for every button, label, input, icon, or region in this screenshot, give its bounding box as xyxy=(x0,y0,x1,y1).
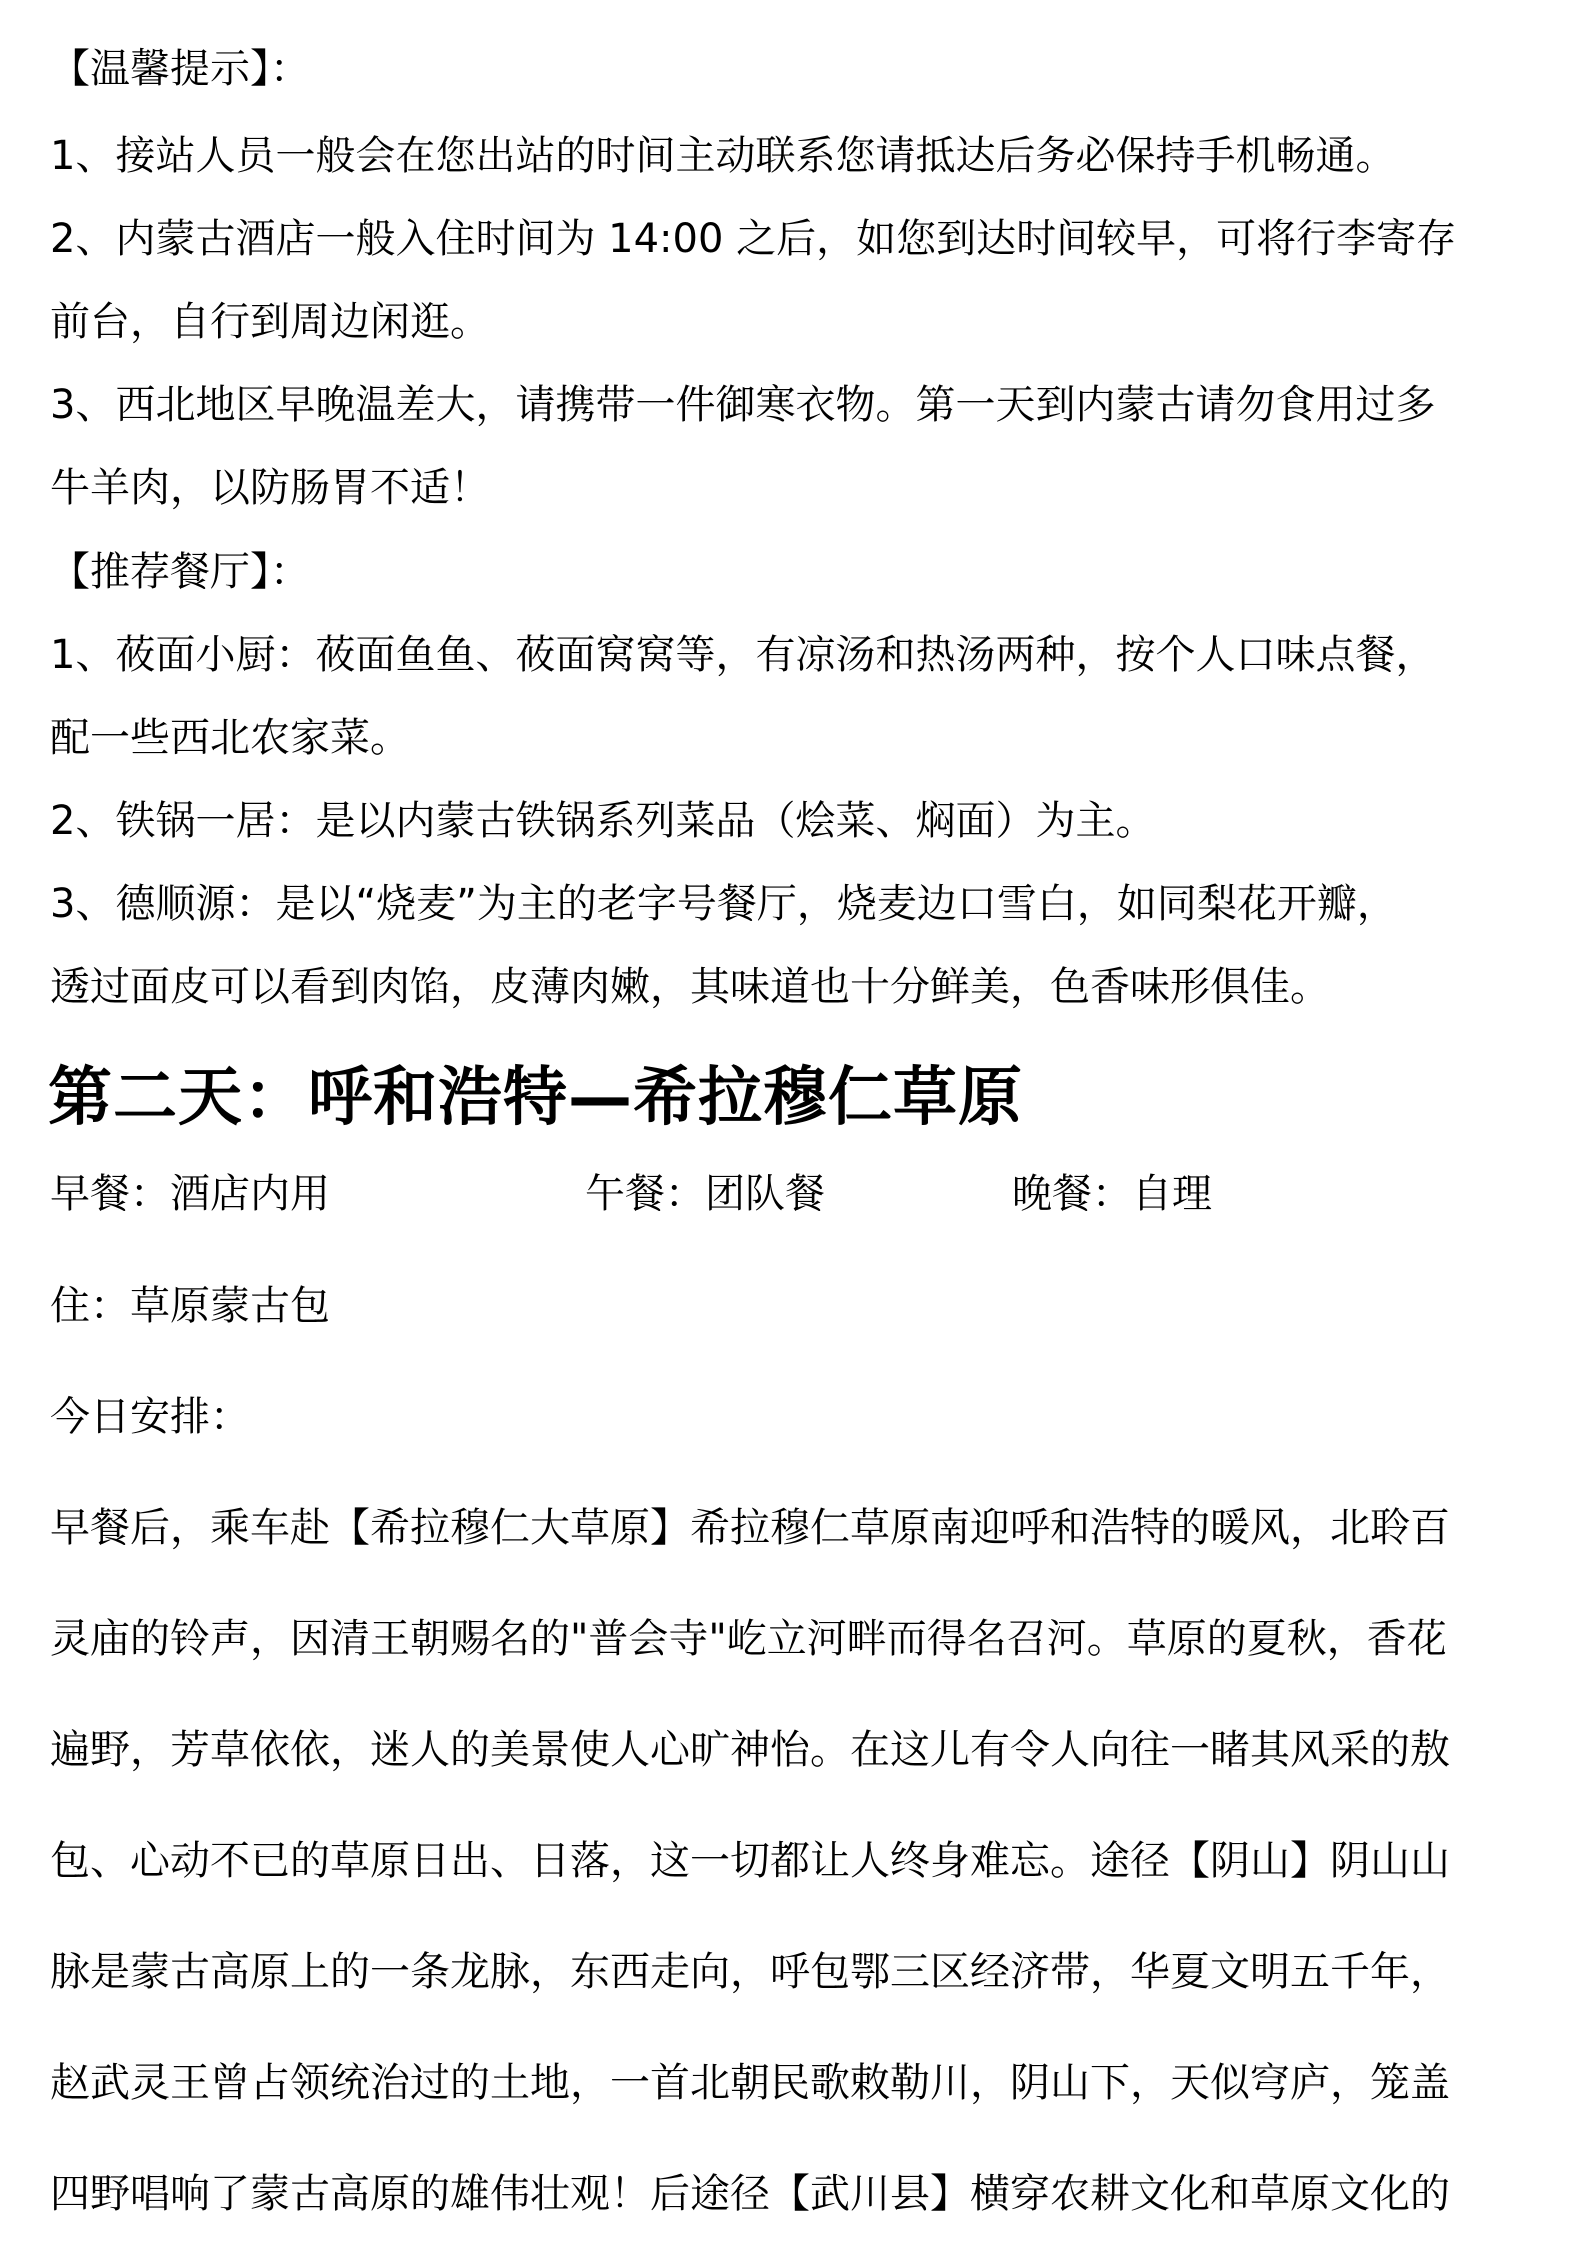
restaurants-line-2: 配一些西北农家菜。 xyxy=(50,715,410,761)
restaurants-line-1: 1、莜面小厨：莜面鱼鱼、莜面窝窝等，有凉汤和热汤两种，按个人口味点餐， xyxy=(50,632,1436,678)
schedule-line-2: 灵庙的铃声，因清王朝赐名的"普会寺"屹立河畔而得名召河。草原的夏秋，香花 xyxy=(50,1616,1447,1662)
tips-line-2: 2、内蒙古酒店一般入住时间为 14:00 之后，如您到达时间较早，可将行李寄存 xyxy=(50,216,1457,262)
stay-info: 住：草原蒙古包 xyxy=(50,1283,330,1329)
tips-title: 【温馨提示】： xyxy=(50,46,310,92)
dinner-info: 晚餐：自理 xyxy=(1012,1171,1212,1217)
schedule-line-4: 包、心动不已的草原日出、日落，这一切都让人终身难忘。途径【阴山】阴山山 xyxy=(50,1838,1450,1884)
tips-line-3: 前台，自行到周边闲逛。 xyxy=(50,299,490,345)
restaurants-title: 【推荐餐厅】： xyxy=(50,549,310,595)
tips-line-4: 3、西北地区早晚温差大，请携带一件御寒衣物。第一天到内蒙古请勿食用过多 xyxy=(50,382,1436,428)
schedule-label: 今日安排： xyxy=(50,1394,250,1440)
tips-line-5: 牛羊肉，以防肠胃不适！ xyxy=(50,465,490,511)
tips-line-1: 1、接站人员一般会在您出站的时间主动联系您请抵达后务必保持手机畅通。 xyxy=(50,133,1396,179)
meals-row xyxy=(50,1170,1550,1218)
lunch-info: 午餐：团队餐 xyxy=(585,1171,825,1217)
restaurants-line-3: 2、铁锅一居：是以内蒙古铁锅系列菜品（烩菜、焖面）为主。 xyxy=(50,798,1156,844)
schedule-line-7: 四野唱响了蒙古高原的雄伟壮观！后途径【武川县】横穿农耕文化和草原文化的 xyxy=(50,2171,1450,2217)
breakfast-info: 早餐：酒店内用 xyxy=(50,1171,330,1217)
restaurants-line-5: 透过面皮可以看到肉馅，皮薄肉嫩，其味道也十分鲜美，色香味形俱佳。 xyxy=(50,964,1330,1010)
schedule-line-6: 赵武灵王曾占领统治过的土地，一首北朝民歌敕勒川，阴山下，天似穹庐，笼盖 xyxy=(50,2060,1450,2106)
schedule-line-3: 遍野，芳草依依，迷人的美景使人心旷神怡。在这儿有令人向往一睹其风采的敖 xyxy=(50,1727,1450,1773)
schedule-line-1: 早餐后，乘车赴【希拉穆仁大草原】希拉穆仁草原南迎呼和浩特的暖风，北聆百 xyxy=(50,1505,1450,1551)
day2-heading: 第二天：呼和浩特—希拉穆仁草原 xyxy=(48,1061,1023,1135)
schedule-line-5: 脉是蒙古高原上的一条龙脉，东西走向，呼包鄂三区经济带，华夏文明五千年， xyxy=(50,1949,1450,1995)
restaurants-line-4: 3、德顺源：是以“烧麦”为主的老字号餐厅，烧麦边口雪白，如同梨花开瓣， xyxy=(50,881,1397,927)
